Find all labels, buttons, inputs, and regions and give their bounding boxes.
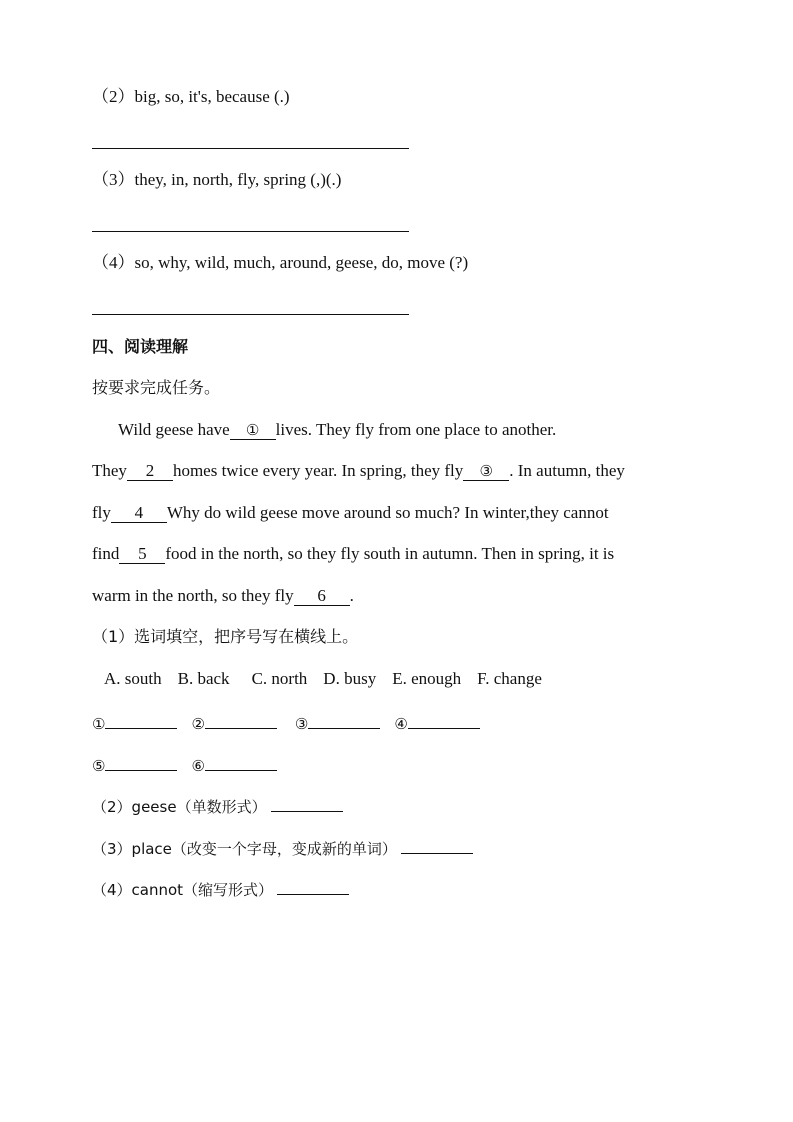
passage-text: find bbox=[92, 544, 120, 563]
answer-row-1 bbox=[92, 710, 494, 735]
answer-number-6: ⑥ bbox=[191, 757, 205, 775]
answer-line-3-4[interactable] bbox=[92, 314, 409, 315]
passage-text: . In autumn, they bbox=[509, 461, 625, 480]
answer-number-2: ② bbox=[191, 715, 205, 733]
task-1-label: （1）选词填空，把序号写在横线上。 bbox=[92, 627, 359, 646]
word-options bbox=[104, 668, 558, 690]
answer-number-1: ① bbox=[92, 715, 106, 733]
option-b: B. back bbox=[177, 669, 230, 688]
section-heading: 四、阅读理解 bbox=[92, 337, 189, 356]
task-4-label: （4）cannot（缩写形式） bbox=[92, 881, 274, 899]
task-4-answer-blank[interactable] bbox=[277, 876, 349, 895]
section-instruction: 按要求完成任务。 bbox=[92, 378, 221, 397]
option-c: C. north bbox=[251, 669, 308, 688]
task-2-answer-blank[interactable] bbox=[271, 793, 343, 812]
answer-line-3-2[interactable] bbox=[92, 148, 409, 149]
passage-text: warm in the north, so they fly bbox=[92, 586, 294, 605]
task-2 bbox=[92, 793, 357, 818]
option-d: D. busy bbox=[323, 669, 377, 688]
passage-text: Wild geese have bbox=[118, 420, 230, 439]
passage-blank-5: 5 bbox=[119, 545, 165, 564]
option-a: A. south bbox=[104, 669, 162, 688]
task-3 bbox=[92, 835, 487, 860]
answer-blank-6[interactable] bbox=[205, 752, 277, 771]
question-3-2: （2）big, so, it's, because (.) bbox=[92, 87, 290, 106]
passage-text: They bbox=[92, 461, 127, 480]
passage-text: lives. They fly from one place to another. bbox=[275, 420, 557, 439]
option-e: E. enough bbox=[392, 669, 462, 688]
passage-text: Why do wild geese move around so much? In winter,they cannot bbox=[166, 503, 609, 522]
answer-blank-2[interactable] bbox=[205, 710, 277, 729]
passage-blank-3: ③ bbox=[463, 462, 509, 481]
passage-text: homes twice every year. In spring, they fly bbox=[172, 461, 464, 480]
question-3-4: （4）so, why, wild, much, around, geese, do, move (?) bbox=[92, 253, 469, 272]
answer-blank-5[interactable] bbox=[105, 752, 177, 771]
passage-blank-6: 6 bbox=[294, 587, 350, 606]
passage-blank-4: 4 bbox=[111, 504, 167, 523]
answer-blank-4[interactable] bbox=[408, 710, 480, 729]
passage-line-1 bbox=[118, 419, 556, 441]
passage-line-4 bbox=[92, 543, 614, 565]
task-3-answer-blank[interactable] bbox=[401, 835, 473, 854]
passage-text: . bbox=[349, 586, 354, 605]
answer-number-3: ③ bbox=[294, 715, 309, 733]
question-3-3: （3）they, in, north, fly, spring (,)(.) bbox=[92, 170, 342, 189]
passage-blank-1: ① bbox=[230, 421, 276, 440]
answer-number-5: ⑤ bbox=[92, 757, 106, 775]
task-2-label: （2）geese（单数形式） bbox=[92, 798, 267, 816]
passage-text: fly bbox=[92, 503, 111, 522]
task-4 bbox=[92, 876, 363, 901]
answer-number-4: ④ bbox=[394, 715, 408, 733]
passage-blank-2: 2 bbox=[127, 462, 173, 481]
task-3-label: （3）place（改变一个字母，变成新的单词） bbox=[92, 840, 397, 858]
answer-blank-3[interactable] bbox=[308, 710, 380, 729]
passage-line-5 bbox=[92, 585, 354, 607]
passage-line-2 bbox=[92, 460, 625, 482]
answer-line-3-3[interactable] bbox=[92, 231, 409, 232]
option-f: F. change bbox=[477, 669, 542, 688]
answer-row-2 bbox=[92, 752, 291, 777]
passage-text: food in the north, so they fly south in autumn. Then in spring, it is bbox=[165, 544, 615, 563]
passage-line-3 bbox=[92, 502, 609, 524]
answer-blank-1[interactable] bbox=[105, 710, 177, 729]
